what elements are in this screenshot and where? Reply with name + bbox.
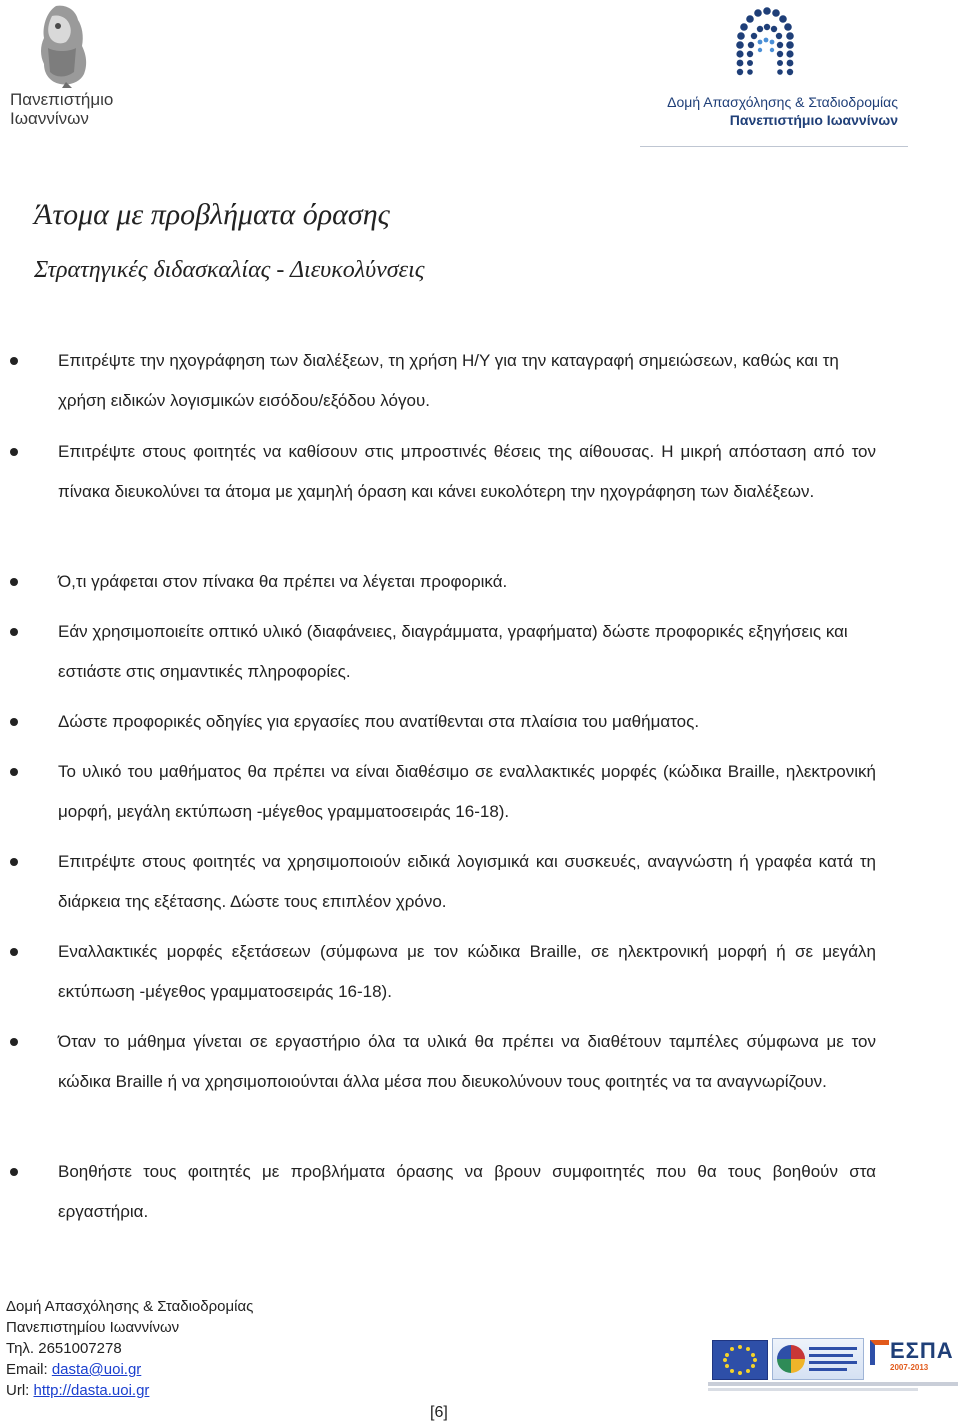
owl-emblem-icon <box>26 2 98 88</box>
bullet-icon <box>10 768 18 776</box>
eu-caption-bar-icon <box>708 1388 918 1391</box>
list-item <box>58 842 876 921</box>
university-name-line1: Πανεπιστήμιο <box>10 90 114 109</box>
footer-office-line2: Πανεπιστημίου Ιωαννίνων <box>6 1319 180 1336</box>
bullet-icon <box>10 718 18 726</box>
list-item <box>58 752 876 831</box>
page-number: [6] <box>430 1404 448 1421</box>
footer-email-row <box>6 1359 253 1380</box>
header-divider <box>640 146 908 147</box>
footer-contact-info <box>6 1296 253 1401</box>
list-item <box>58 562 876 602</box>
list-item <box>58 702 876 742</box>
list-item <box>58 612 876 691</box>
bullet-icon <box>10 948 18 956</box>
list-item-text: Επιτρέψτε στους φοιτητές να χρησιμοποιούν ειδικά λογισμικά και συσκευές, αναγνώστη ή γραφέα κατά τη διάρκεια της εξέτασης. Δώστε τους επιπλέον χρόνο. <box>58 852 876 911</box>
university-name-line2: Ιωαννίνων <box>10 109 89 128</box>
footer-email-label: Email: <box>6 1361 52 1378</box>
page-header <box>0 0 960 150</box>
list-item <box>58 932 876 1011</box>
eu-caption-bar-icon <box>708 1382 958 1386</box>
list-item-text: Εάν χρησιμοποιείτε οπτικό υλικό (διαφάνειες, διαγράμματα, γραφήματα) δώστε προφορικές εξηγήσεις και εστιάστε στις σημαντικές πληροφορίες. <box>58 622 848 681</box>
list-item-text: Το υλικό του μαθήματος θα πρέπει να είναι διαθέσιμο σε εναλλακτικές μορφές (κώδικα Braille, ηλεκτρονική μορφή, μεγάλη εκτύπωση -μέγεθος γραμματοσειράς 16-18). <box>58 762 876 821</box>
dasta-office-name-line1: Δομή Απασχόλησης & Σταδιοδρομίας <box>667 94 898 110</box>
operational-programme-logo-icon <box>772 1338 864 1380</box>
espa-logo-icon: ΕΣΠΑ 2007-2013 <box>868 1338 954 1378</box>
bullet-icon <box>10 858 18 866</box>
website-link[interactable]: http://dasta.uoi.gr <box>33 1382 150 1399</box>
list-item-text: Επιτρέψτε την ηχογράφηση των διαλέξεων, τη χρήση Η/Υ για την καταγραφή σημειώσεων, καθώς και τη χρήση ειδικών λογισμικών εισόδου/εξόδου λόγου. <box>58 351 839 410</box>
list-item-text: Εναλλακτικές μορφές εξετάσεων (σύμφωνα με τον κώδικα Braille, σε ηλεκτρονική μορφή ή σε μεγάλη εκτύπωση -μέγεθος γραμματοσειράς 16-18). <box>58 942 876 1001</box>
footer-phone: Τηλ. 2651007278 <box>6 1340 122 1357</box>
bullet-icon <box>10 1038 18 1046</box>
page-title: Άτομα με προβλήματα όρασης <box>34 198 390 231</box>
list-item <box>58 432 876 511</box>
list-item-text: Ό,τι γράφεται στον πίνακα θα πρέπει να λέγεται προφορικά. <box>58 572 508 591</box>
bullet-icon <box>10 628 18 636</box>
bullet-icon <box>10 357 18 365</box>
footer-office-line1: Δομή Απασχόλησης & Σταδιοδρομίας <box>6 1298 254 1315</box>
list-item <box>58 1152 876 1231</box>
eu-flag-icon <box>712 1340 768 1380</box>
dasta-office-name-line2: Πανεπιστήμιο Ιωαννίνων <box>729 112 898 128</box>
list-item-text: Βοηθήστε τους φοιτητές με προβλήματα όρασης να βρουν συμφοιτητές που θα τους βοηθούν στα εργαστήρια. <box>58 1162 876 1221</box>
bullet-icon <box>10 448 18 456</box>
list-item-text: Όταν το μάθημα γίνεται σε εργαστήριο όλα τα υλικά θα πρέπει να διαθέτουν ταμπέλες σύμφωνα με τον κώδικα Braille ή να χρησιμοποιούνται άλλα μέσα που διευκολύνουν τους φοιτητές να τα αναγνωρίζουν. <box>58 1032 876 1091</box>
bullet-icon <box>10 578 18 586</box>
university-name <box>10 90 130 128</box>
list-item-text: Δώστε προφορικές οδηγίες για εργασίες που ανατίθενται στα πλαίσια του μαθήματος. <box>58 712 700 731</box>
university-logo <box>6 0 116 130</box>
email-link[interactable]: dasta@uoi.gr <box>51 1361 142 1378</box>
list-item <box>58 1022 876 1101</box>
list-item <box>58 341 876 420</box>
dasta-logo-icon <box>728 2 798 84</box>
footer-url-label: Url: <box>6 1382 34 1399</box>
page-subtitle: Στρατηγικές διδασκαλίας - Διευκολύνσεις <box>34 257 425 283</box>
bullet-icon <box>10 1168 18 1176</box>
list-item-text: Επιτρέψτε στους φοιτητές να καθίσουν στις μπροστινές θέσεις της αίθουσας. Η μικρή απόσταση από τον πίνακα διευκολύνει τα άτομα με χαμηλή όραση και κάνει ευκολότερη την ηχογράφηση των διαλέξεων. <box>58 442 876 501</box>
eu-funding-logos <box>708 1338 958 1394</box>
footer-url-row <box>6 1380 253 1401</box>
dasta-office-name <box>667 93 898 129</box>
